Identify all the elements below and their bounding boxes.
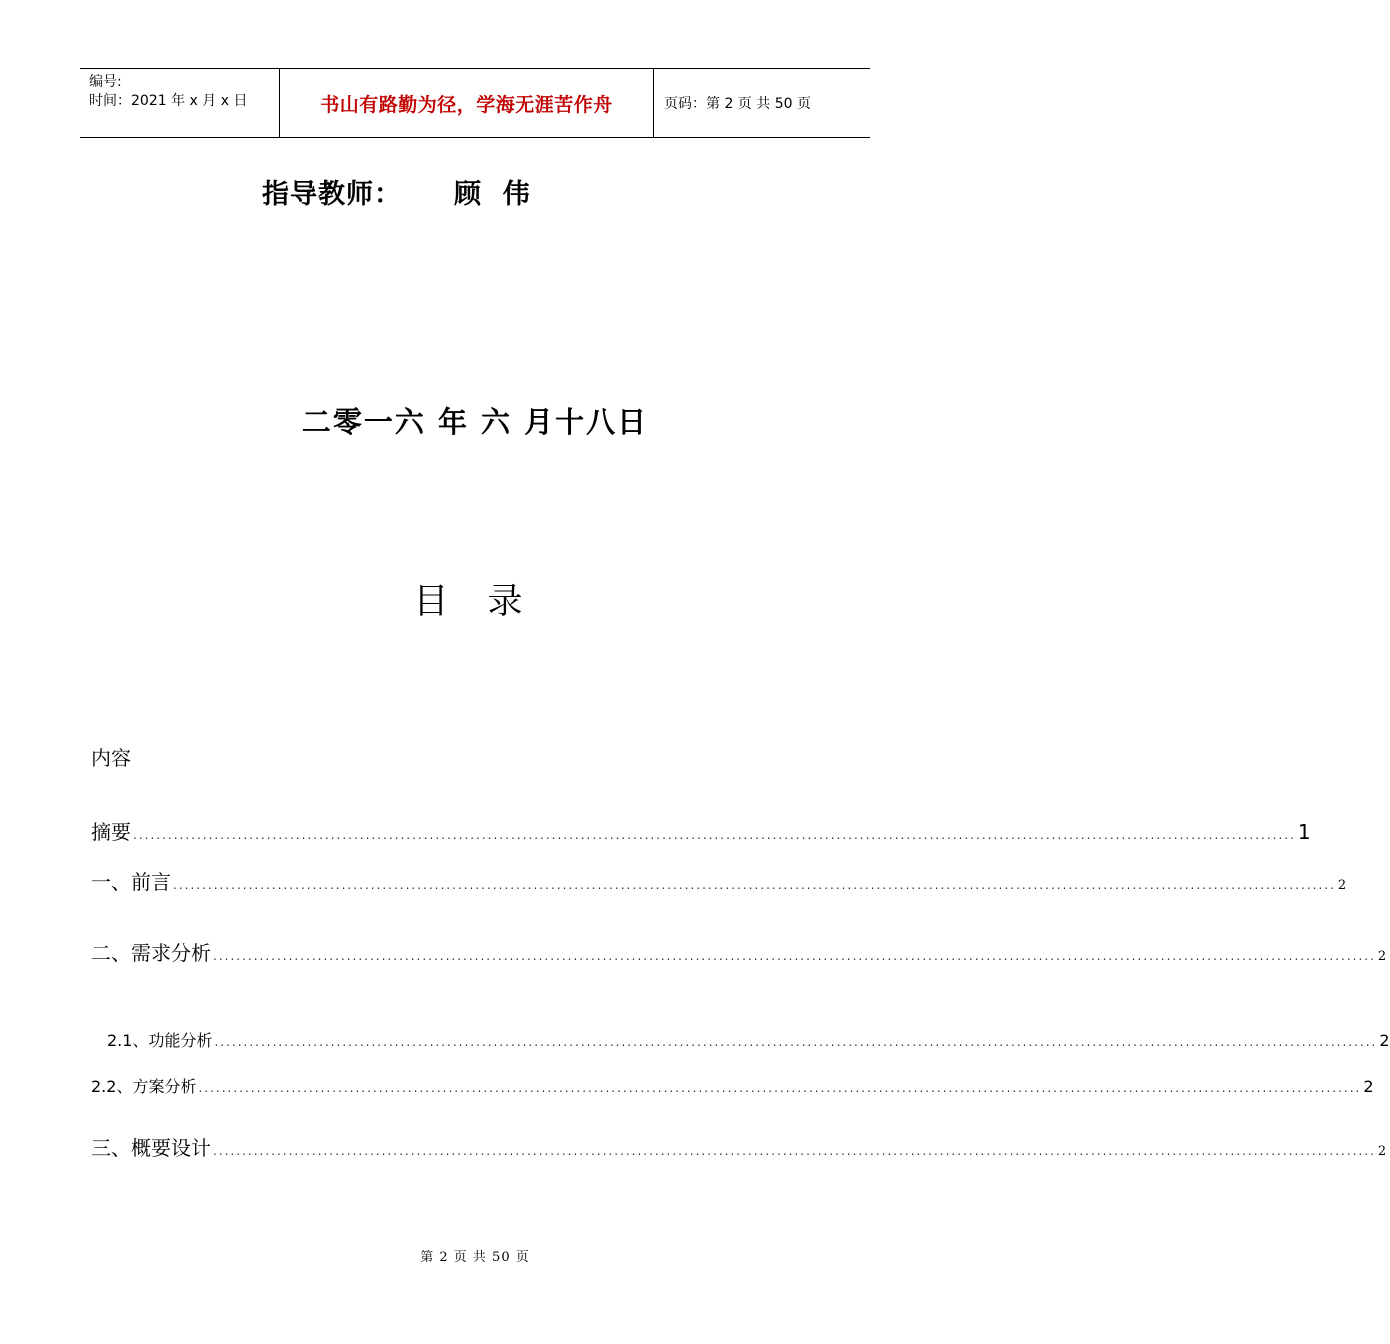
header-motto-cell xyxy=(280,69,654,137)
toc-leader-dots: ........................................................................................................................................................................................................ xyxy=(198,1081,1362,1095)
toc-entry-label: 二、需求分析 xyxy=(91,941,211,965)
toc-entry-scheme-analysis[interactable] xyxy=(91,1074,1374,1097)
toc-entry-page: 2 xyxy=(1337,878,1347,893)
toc-entry-requirements[interactable] xyxy=(91,937,1387,966)
toc-entry-label: 2.2、方案分析 xyxy=(91,1077,197,1096)
document-date: 二零一六 年 六 月十八日 xyxy=(301,405,649,439)
toc-entry-page: 2 xyxy=(1379,1031,1390,1050)
toc-entry-label: 2.1、功能分析 xyxy=(107,1031,213,1050)
toc-entry-outline-design[interactable] xyxy=(91,1132,1387,1161)
toc-entry-abstract[interactable] xyxy=(91,816,1311,845)
content-label: 内容 xyxy=(91,746,131,770)
header-time: 时间：2021 年 x 月 x 日 xyxy=(89,93,248,109)
toc-entry-label: 摘要 xyxy=(91,820,131,844)
document-header xyxy=(80,68,870,138)
advisor-line: 指导教师： 顾 伟 xyxy=(262,179,531,210)
toc-entry-page: 2 xyxy=(1377,1144,1387,1159)
page-footer: 第 2 页 共 50 页 xyxy=(420,1250,530,1265)
header-page-info: 页码：第 2 页 共 50 页 xyxy=(664,96,811,112)
toc-leader-dots: ........................................................................................................................................................................................................ xyxy=(173,878,1336,892)
toc-entry-page: 2 xyxy=(1363,1077,1374,1096)
toc-entry-page: 2 xyxy=(1377,949,1387,964)
toc-title: 目 录 xyxy=(413,582,537,622)
header-motto: 书山有路勤为径，学海无涯苦作舟 xyxy=(320,93,613,116)
header-number: 编号: xyxy=(89,74,122,90)
toc-entry-label: 三、概要设计 xyxy=(91,1136,211,1160)
toc-leader-dots: ........................................................................................................................................................................................................ xyxy=(214,1035,1378,1049)
toc-leader-dots: ........................................................................................................................................................................................................ xyxy=(133,828,1296,842)
header-meta xyxy=(80,69,280,137)
toc-entry-function-analysis[interactable] xyxy=(107,1028,1390,1051)
toc-leader-dots: ........................................................................................................................................................................................................ xyxy=(213,949,1376,963)
toc-entry-page: 1 xyxy=(1297,820,1311,844)
toc-entry-preface[interactable] xyxy=(91,866,1347,895)
toc-entry-label: 一、前言 xyxy=(91,870,171,894)
toc-leader-dots: ........................................................................................................................................................................................................ xyxy=(213,1144,1376,1158)
